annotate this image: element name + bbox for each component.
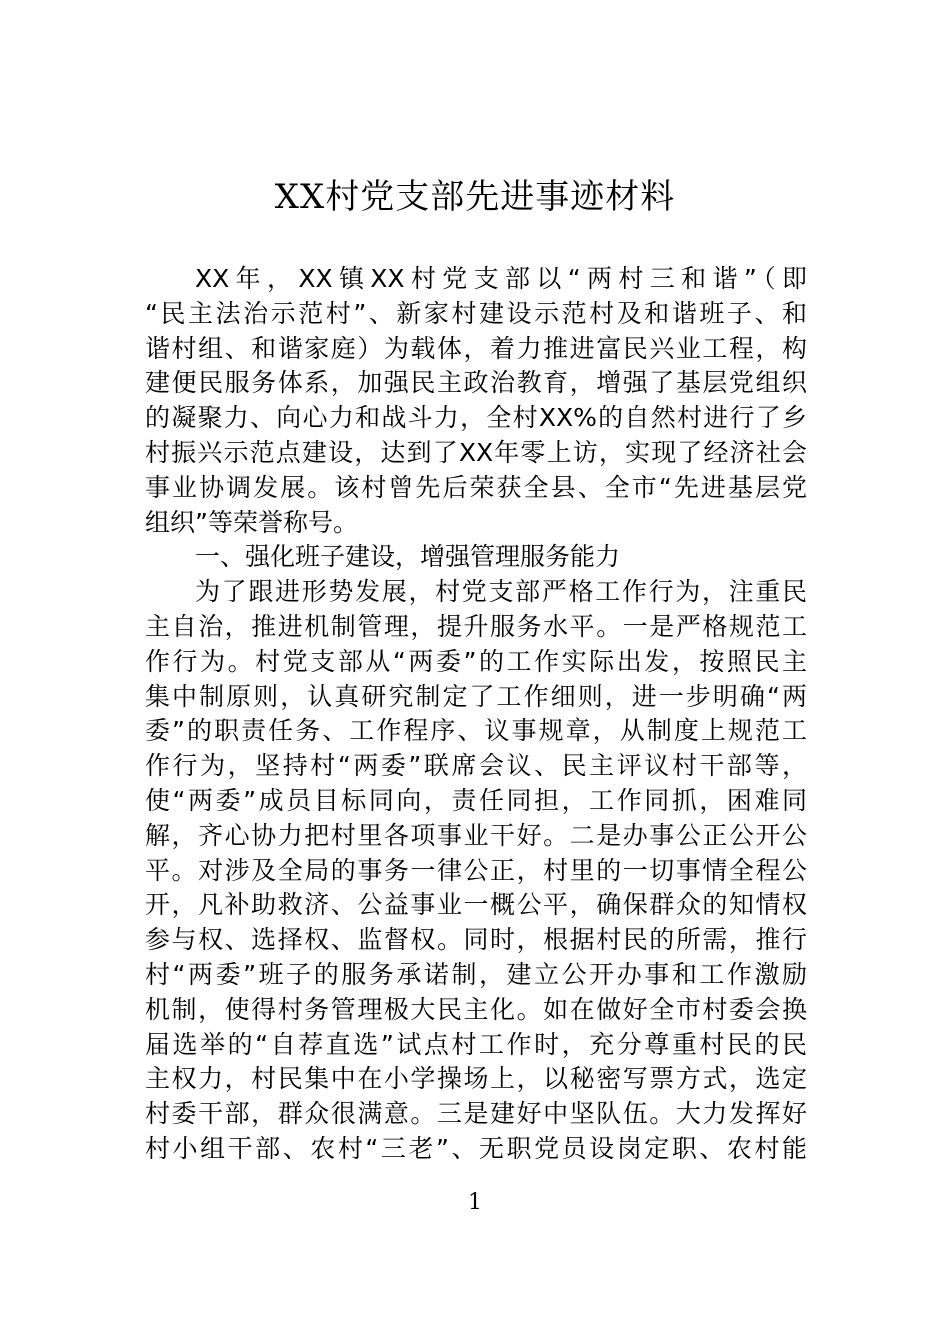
- text-line: 主权力，村民集中在小学操场上，以秘密写票方式，选定: [145, 1064, 807, 1094]
- text-line: 组织”等荣誉称号。: [145, 507, 358, 537]
- text-line: 的凝聚力、向心力和战斗力，全村XX%的自然村进行了乡: [145, 403, 807, 433]
- text-line: 解，齐心协力把村里各项事业干好。二是办事公正公开公: [145, 820, 807, 850]
- text-line: XX年，XX镇XX村党支部以“两村三和谐”（即: [195, 264, 807, 293]
- text-line: 届选举的“自荐直选”试点村工作时，充分尊重村民的民: [145, 1029, 807, 1059]
- text-line: 作行为，坚持村“两委”联席会议、民主评议村干部等，: [145, 751, 807, 781]
- page-number: 1: [468, 1190, 482, 1215]
- section-heading: 一、强化班子建设，增强管理服务能力: [195, 542, 621, 572]
- text-line: “民主法治示范村”、新家村建设示范村及和谐班子、和: [145, 298, 807, 328]
- paragraph-section-one: [145, 575, 807, 1167]
- text-line: 平。对涉及全局的事务一律公正，村里的一切事情全程公: [145, 855, 807, 885]
- text-line: 参与权、选择权、监督权。同时，根据村民的所需，推行: [145, 925, 807, 955]
- text-line: 谐村组、和谐家庭）为载体，着力推进富民兴业工程，构: [145, 333, 807, 363]
- text-line: 开，凡补助救济、公益事业一概公平，确保群众的知情权: [145, 890, 807, 920]
- text-line: 村“两委”班子的服务承诺制，建立公开办事和工作激励: [145, 959, 807, 989]
- text-line: 建便民服务体系，加强民主政治教育，增强了基层党组织: [145, 368, 807, 398]
- text-line: 主自治，推进机制管理，提升服务水平。一是严格规范工: [145, 611, 807, 641]
- text-line: 使“两委”成员目标同向，责任同担，工作同抓，困难同: [145, 785, 807, 815]
- document-title: XX村党支部先进事迹材料: [274, 177, 676, 217]
- text-line: 机制，使得村务管理极大民主化。如在做好全市村委会换: [145, 994, 807, 1024]
- text-line: 委”的职责任务、工作程序、议事规章，从制度上规范工: [145, 716, 807, 746]
- paragraph-intro: [145, 262, 807, 540]
- document-body: [145, 262, 807, 1167]
- text-line: 集中制原则，认真研究制定了工作细则，进一步明确“两: [145, 681, 807, 711]
- text-line: 作行为。村党支部从“两委”的工作实际出发，按照民主: [145, 646, 807, 676]
- text-line: 村振兴示范点建设，达到了XX年零上访，实现了经济社会: [145, 437, 807, 467]
- text-line: 村小组干部、农村“三老”、无职党员设岗定职、农村能: [145, 1133, 807, 1163]
- text-line: 为了跟进形势发展，村党支部严格工作行为，注重民: [195, 577, 807, 607]
- text-line: 村委干部，群众很满意。三是建好中坚队伍。大力发挥好: [145, 1099, 807, 1129]
- text-line: 事业协调发展。该村曾先后荣获全县、全市“先进基层党: [145, 472, 807, 502]
